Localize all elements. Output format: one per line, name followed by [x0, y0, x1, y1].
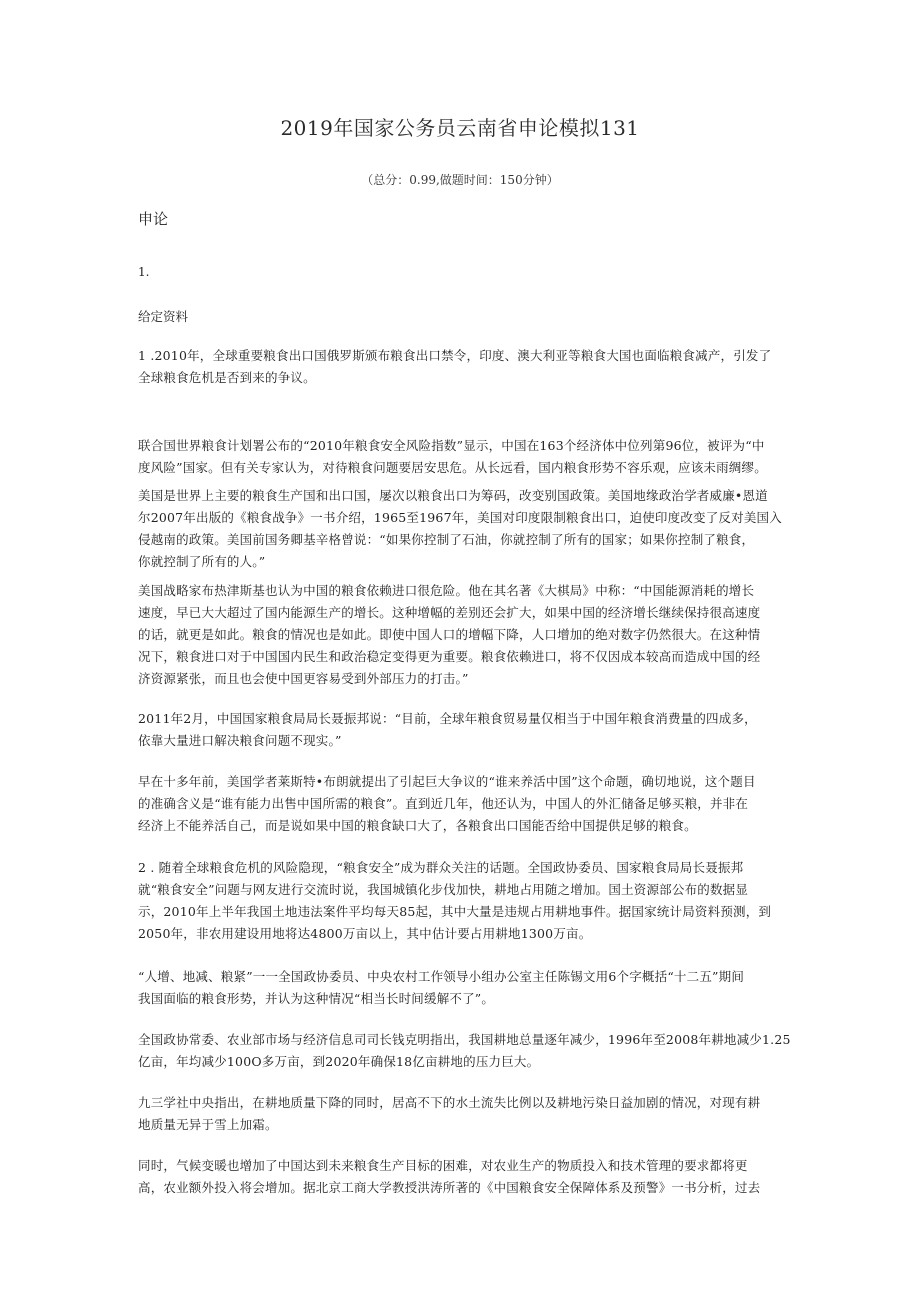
paragraph-line: 美国战略家布热津斯基也认为中国的粮食依赖进口很危险。他在其名著《大棋局》中称：“中国能源消耗的增长 [138, 583, 755, 598]
paragraph [138, 708, 798, 752]
paragraph-line: 就“粮食安全”问题与网友进行交流时说，我国城镇化步伐加快，耕地占用随之增加。国土资源部公布的数据显 [138, 882, 749, 897]
paragraph-line: 亿亩，年均减少100O多万亩，到2020年确保18亿亩耕地的压力巨大。 [138, 1054, 540, 1069]
paragraph [138, 345, 798, 389]
paragraph-line: 济资源紧张，而且也会使中国更容易受到外部压力的打击。” [138, 671, 469, 686]
paragraph-line: “人增、地减、粮紧”一一全国政协委员、中央农村工作领导小组办公室主任陈锡文用6个字概括“十二五”期间 [138, 969, 745, 984]
paragraph-line: 的准确含义是“谁有能力出售中国所需的粮食”。直到近几年，他还认为，中国人的外汇储备足够买粮，并非在 [138, 796, 749, 811]
paragraph-line: 你就控制了所有的人。” [138, 554, 266, 569]
paragraph-line: 侵越南的政策。美国前国务卿基辛格曾说：“如果你控制了石油，你就控制了所有的国家；如果你控制了粮食， [138, 532, 755, 547]
paragraph [138, 1092, 798, 1136]
section-heading: 申论 [138, 210, 169, 228]
paragraph-line: 早在十多年前，美国学者莱斯特•布朗就提出了引起巨大争议的“谁来养活中国”这个命题，确切地说，这个题目 [138, 774, 756, 789]
paragraph-line: 示，2010年上半年我国土地违法案件平均每天85起，其中大量是违规占用耕地事件。据国家统计局资料预测，到 [138, 904, 772, 919]
page-title: 2019年国家公务员云南省申论模拟131 [280, 116, 640, 140]
paragraph-line: 美国是世界上主要的粮食生产国和出口国，屡次以粮食出口为筹码，改变别国政策。美国地缘政治学者威廉•恩道 [138, 488, 768, 503]
materials-label: 给定资料 [138, 309, 189, 324]
paragraph [138, 966, 798, 1010]
exam-meta: （总分：0.99,做题时间：150分钟） [361, 173, 559, 187]
paragraph [138, 1155, 798, 1199]
question-number: 1. [138, 265, 150, 279]
paragraph-line: 九三学社中央指出，在耕地质量下降的同时，居高不下的水土流失比例以及耕地污染日益加剧的情况，对现有耕 [138, 1095, 761, 1110]
paragraph-line: 经济上不能养活自己，而是说如果中国的粮食缺口大了，各粮食出口国能否给中国提供足够的粮食。 [138, 818, 697, 833]
paragraph-line: 度风险”国家。但有关专家认为，对待粮食问题要居安思危。从长远看，国内粮食形势不容乐观，应该未雨绸缪。 [138, 460, 767, 475]
paragraph [138, 435, 798, 479]
paragraph-line: 的话，就更是如此。粮食的情况也是如此。即使中国人口的增幅下降，人口增加的绝对数字仍然很大。在这种情 [138, 627, 761, 642]
paragraph-line: 全球粮食危机是否到来的争议。 [138, 370, 316, 385]
paragraph-line: 2050年，非农用建设用地将达4800万亩以上，其中估计要占用耕地1300万亩。 [138, 926, 592, 941]
paragraph-line: 依靠大量进口解决粮食问题不现实。” [138, 733, 342, 748]
paragraph-line: 尔2007年出版的《粮食战争》一书介绍，1965至1967年，美国对印度限制粮食出口，迫使印度改变了反对美国入 [138, 510, 782, 525]
paragraph-line: 1 .2010年，全球重要粮食出口国俄罗斯颁布粮食出口禁令，印度、澳大利亚等粮食大国也面临粮食减产，引发了 [138, 348, 772, 363]
paragraph-line: 2 . 随着全球粮食危机的风险隐现，“粮食安全”成为群众关注的话题。全国政协委员、国家粮食局局长聂振邦 [138, 860, 744, 875]
paragraph [138, 580, 798, 690]
paragraph-line: 我国面临的粮食形势，并认为这种情况“相当长时间缓解不了”。 [138, 991, 495, 1006]
paragraph-line: 地质量无异于雪上加霜。 [138, 1117, 278, 1132]
paragraph [138, 771, 798, 837]
paragraph-line: 同时，气候变暖也增加了中国达到未来粮食生产目标的困难，对农业生产的物质投入和技术管理的要求都将更 [138, 1158, 748, 1173]
paragraph [138, 485, 798, 573]
paragraph-line: 高，农业额外投入将会增加。据北京工商大学教授洪涛所著的《中国粮食安全保障体系及预警》一书分析，过去 [138, 1180, 761, 1195]
paragraph-line: 况下，粮食进口对于中国国内民生和政治稳定变得更为重要。粮食依赖进口，将不仅因成本较高而造成中国的经 [138, 649, 761, 664]
paragraph [138, 1029, 798, 1073]
paragraph-line: 速度，早已大大超过了国内能源生产的增长。这种增幅的差别还会扩大，如果中国的经济增长继续保持很高速度 [138, 605, 761, 620]
paragraph-line: 2011年2月，中国国家粮食局局长聂振邦说：“目前，全球年粮食贸易量仅相当于中国年粮食消费量的四成多， [138, 711, 757, 726]
paragraph [138, 857, 798, 945]
paragraph-line: 全国政协常委、农业部市场与经济信息司司长钱克明指出，我国耕地总量逐年减少，1996年至2008年耕地减少1.25 [138, 1032, 791, 1047]
paragraph-line: 联合国世界粮食计划署公布的“2010年粮食安全风险指数”显示，中国在163个经济体中位列第96位，被评为“中 [138, 438, 765, 453]
